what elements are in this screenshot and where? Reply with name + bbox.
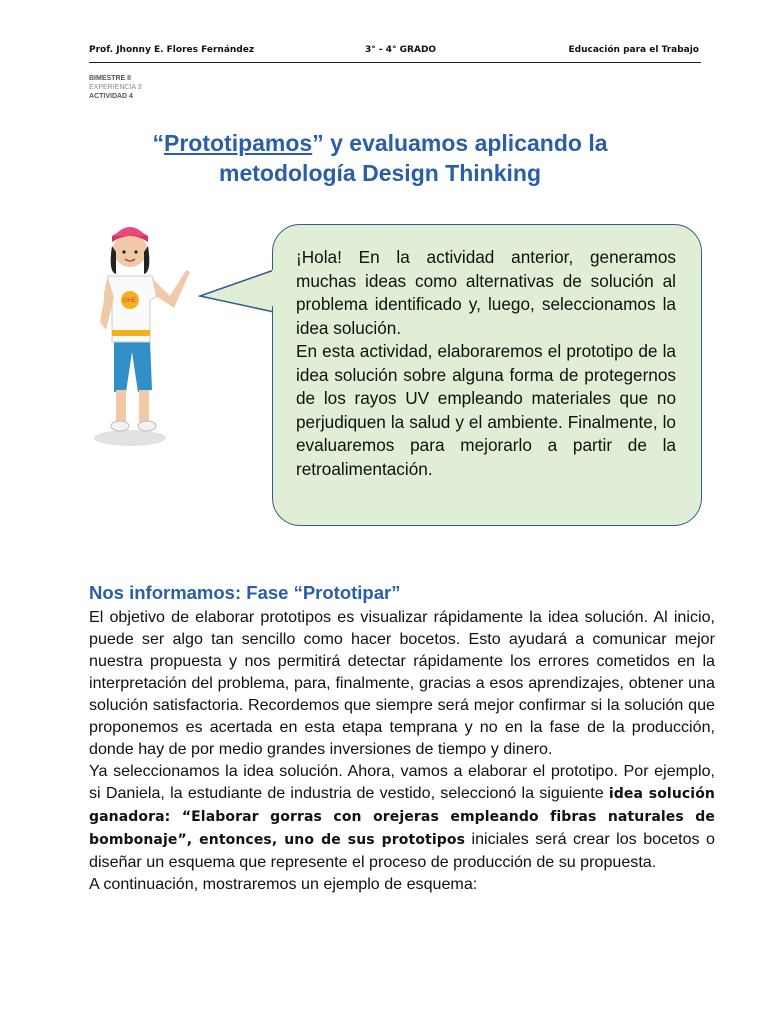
speech-bubble-text	[296, 246, 676, 481]
meta-bimestre: BIMESTRE II	[89, 75, 132, 82]
page-header	[89, 45, 701, 63]
page-title	[100, 128, 660, 188]
header-divider	[89, 62, 701, 63]
svg-text:OHE: OHE	[123, 298, 137, 304]
body-paragraph-3: A continuación, mostraremos un ejemplo de esquema:	[89, 875, 478, 893]
header-course: Educación para el Trabajo	[568, 45, 699, 55]
body-paragraph-2-start: Ya seleccionamos la idea solución. Ahora, vamos a elaborar el prototipo. Por ejemplo, si Daniela, la estudiante de industria de vestido, seleccionó la siguiente	[89, 762, 715, 802]
body-paragraph-2	[89, 760, 715, 873]
meta-actividad: ACTIVIDAD 4	[89, 93, 133, 100]
title-line2: metodología Design Thinking	[219, 160, 541, 186]
student-illustration	[92, 212, 202, 452]
speech-bubble-tail-cover	[266, 268, 280, 308]
body-paragraph-1: El objetivo de elaborar prototipos es visualizar rápidamente la idea solución. Al inicio, puede ser algo tan sencillo como hacer bocetos. Esto ayudará a comunicar mejor nuestra propuesta y nos permitirá detectar rápidamente los errores cometidos en la interpretación del problema, para, finalmente, gracias a esos aprendizajes, obtener una solución satisfactoria. Recordemos que siempre será mejor confirmar si la solución que proponemos es acertada en esta etapa temprana y no en la fase de la producción, donde hay de por medio grandes inversiones de tiempo y dinero.	[89, 608, 715, 758]
body-paragraph-2-end: iniciales será crear los bocetos o diseñar un esquema que represente el proceso de producción de su propuesta.	[89, 830, 715, 871]
header-grade: 3° - 4° GRADO	[365, 45, 437, 55]
section-heading: Nos informamos: Fase “Prototipar”	[89, 582, 401, 603]
activity-meta	[89, 74, 142, 101]
title-open-quote: “	[152, 130, 164, 156]
body-paragraph-2-bold: idea solución ganadora: “Elaborar gorras con orejeras empleando fibras naturales de bombonaje”, entonces, uno de sus prototipos	[89, 786, 715, 848]
meta-experiencia: EXPERIENCIA 3	[89, 84, 142, 91]
bubble-paragraph-1: ¡Hola! En la actividad anterior, generamos muchas ideas como alternativas de solución al problema identificado y, luego, seleccionamos la idea solución.	[296, 247, 676, 338]
bubble-paragraph-2: En esta actividad, elaboraremos el prototipo de la idea solución sobre alguna forma de protegernos de los rayos UV empleando materiales que no perjudiquen la salud y el ambiente. Finalmente, lo evaluaremos para mejorarlo a partir de la retroalimentación.	[296, 341, 676, 479]
header-author: Prof. Jhonny E. Flores Fernández	[89, 45, 255, 55]
title-line1-rest: ” y evaluamos aplicando la	[312, 130, 608, 156]
section-body	[89, 606, 715, 895]
title-highlight: Prototipamos	[163, 130, 313, 156]
